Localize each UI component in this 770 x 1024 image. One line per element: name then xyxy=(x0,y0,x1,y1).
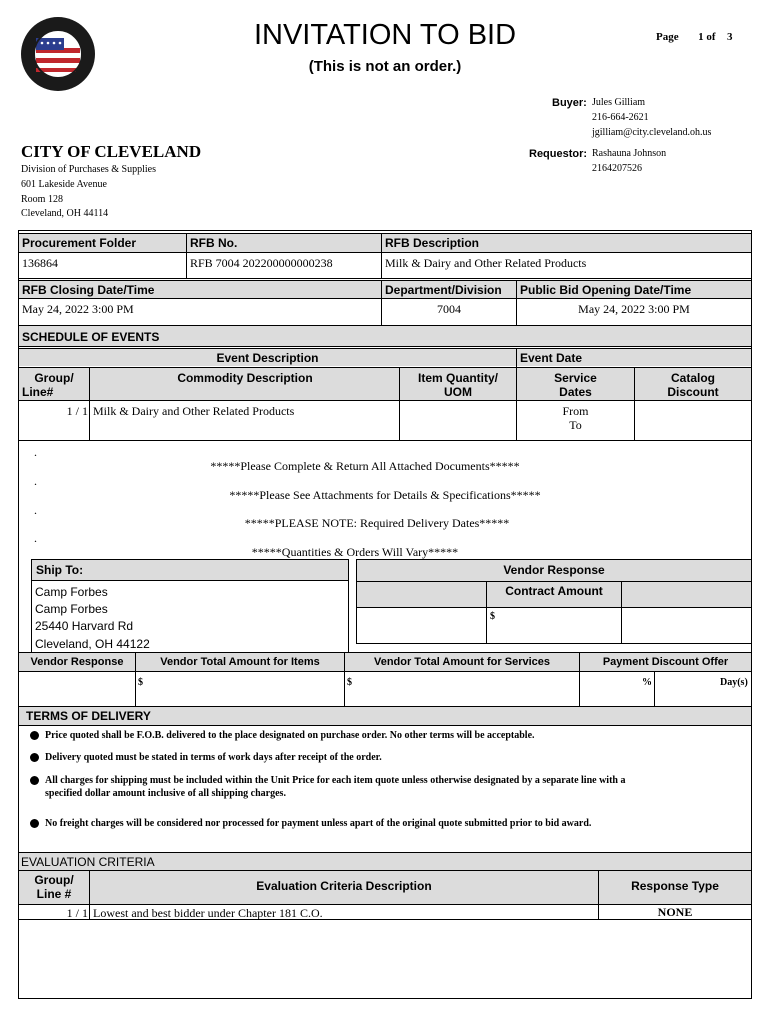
eval-col-group xyxy=(19,873,89,901)
eval-row-resp: NONE xyxy=(657,905,693,919)
note-1: *****Please Complete & Return All Attached Documents***** xyxy=(210,459,520,473)
ship-to-line1: Camp Forbes xyxy=(35,585,108,599)
page-total: 3 xyxy=(727,31,733,43)
rfb-no-value: RFB 7004 202200000000238 xyxy=(190,256,333,270)
department-value: 7004 xyxy=(437,302,461,316)
items-total-input[interactable] xyxy=(146,673,342,704)
closing-date-value: May 24, 2022 3:00 PM xyxy=(22,302,134,316)
note-dot-1: . xyxy=(34,445,37,459)
discount-percent: % xyxy=(642,677,652,688)
contract-amount-dollar: $ xyxy=(490,611,495,622)
col-qty-label xyxy=(400,371,516,399)
term-2: Delivery quoted must be stated in terms of work days after receipt of the order. xyxy=(45,752,382,763)
evaluation-title: EVALUATION CRITERIA xyxy=(21,855,155,869)
col-catalog-line1: Catalog xyxy=(670,371,715,385)
note-3: *****PLEASE NOTE: Required Delivery Dates***** xyxy=(244,516,510,530)
page-number xyxy=(656,31,733,43)
buyer-phone: 216-664-2621 xyxy=(592,112,649,123)
col-commodity-label: Commodity Description xyxy=(177,371,313,385)
procurement-folder-label: Procurement Folder xyxy=(22,236,137,250)
procurement-folder-value: 136864 xyxy=(22,256,58,270)
totals-col-services: Vendor Total Amount for Services xyxy=(373,656,551,668)
term-4: No freight charges will be considered nor processed for payment unless apart of the original quote submitted prior to bid award. xyxy=(45,818,592,829)
col-qty-line2: UOM xyxy=(444,385,472,399)
eval-col-resp: Response Type xyxy=(631,879,719,893)
discount-days-input[interactable] xyxy=(656,673,718,704)
col-group-label xyxy=(19,371,89,399)
ship-to-label: Ship To: xyxy=(36,563,84,577)
requestor-phone: 2164207526 xyxy=(592,163,642,174)
note-2: *****Please See Attachments for Details & Specifications***** xyxy=(229,488,541,502)
term-3a: All charges for shipping must be included within the Unit Price for each item quote unless otherwise designated by a separate line with a xyxy=(45,775,626,786)
eval-row-desc: Lowest and best bidder under Chapter 181 C.O. xyxy=(93,906,323,920)
org-address1: 601 Lakeside Avenue xyxy=(21,179,107,190)
col-service-line1: Service xyxy=(554,371,597,385)
term-1: Price quoted shall be F.O.B. delivered to the place designated on purchase order. No other terms will be acceptable. xyxy=(45,730,535,741)
vendor-response-input[interactable] xyxy=(20,673,133,704)
discount-percent-input[interactable] xyxy=(582,673,640,704)
services-total-input[interactable] xyxy=(355,673,577,704)
totals-col-discount: Payment Discount Offer xyxy=(602,656,729,668)
requestor-label: Requestor: xyxy=(529,148,588,160)
contract-amount-input[interactable] xyxy=(498,609,618,642)
eval-row-line: 1 / 1 xyxy=(66,906,88,920)
page-label: Page xyxy=(656,31,679,43)
services-dollar: $ xyxy=(347,677,352,688)
event-description-label: Event Description xyxy=(216,351,319,365)
ship-to-line2: Camp Forbes xyxy=(35,602,108,616)
note-dot-4: . xyxy=(34,531,37,545)
col-catalog-label xyxy=(635,371,751,399)
page-of: of xyxy=(706,31,716,43)
bullet-icon xyxy=(30,731,39,740)
bullet-icon xyxy=(30,776,39,785)
page-current: 1 xyxy=(698,31,704,43)
eval-col-group-line2: Line # xyxy=(36,887,72,901)
eval-col-group-line1: Group/ xyxy=(34,873,74,887)
event-date-label: Event Date xyxy=(520,351,583,365)
buyer-name: Jules Gilliam xyxy=(592,97,646,108)
schedule-row-line: 1 / 1 xyxy=(66,404,88,418)
city-seal-logo xyxy=(20,16,96,92)
eval-col-desc: Evaluation Criteria Description xyxy=(256,879,432,893)
totals-col-items: Vendor Total Amount for Items xyxy=(160,656,320,668)
discount-days: Day(s) xyxy=(720,677,748,688)
org-city: Cleveland, OH 44114 xyxy=(21,208,109,219)
note-dot-2: . xyxy=(34,474,37,488)
bullet-icon xyxy=(30,753,39,762)
col-service-line2: Dates xyxy=(559,385,592,399)
rfb-description-label: RFB Description xyxy=(385,236,480,250)
totals-col-response: Vendor Response xyxy=(30,656,124,668)
vendor-response-label: Vendor Response xyxy=(503,563,605,577)
ship-to-line4: Cleveland, OH 44122 xyxy=(35,637,150,651)
org-name: CITY OF CLEVELAND xyxy=(21,142,202,161)
page-subtitle: (This is not an order.) xyxy=(308,58,462,75)
contract-amount-label: Contract Amount xyxy=(505,584,603,598)
opening-date-value: May 24, 2022 3:00 PM xyxy=(578,302,690,316)
terms-title: TERMS OF DELIVERY xyxy=(26,709,151,723)
page-title: INVITATION TO BID xyxy=(253,19,517,51)
schedule-row-from: From xyxy=(562,404,589,418)
schedule-title: SCHEDULE OF EVENTS xyxy=(22,330,160,344)
col-group-line2: Line# xyxy=(22,385,54,399)
note-dot-3: . xyxy=(34,503,37,517)
rfb-no-label: RFB No. xyxy=(190,236,238,250)
org-address2: Room 128 xyxy=(21,194,63,205)
org-division: Division of Purchases & Supplies xyxy=(21,164,156,175)
requestor-name: Rashauna Johnson xyxy=(592,148,667,159)
col-catalog-line2: Discount xyxy=(667,385,719,399)
buyer-email: jgilliam@city.cleveland.oh.us xyxy=(592,127,712,138)
opening-date-label: Public Bid Opening Date/Time xyxy=(520,283,692,297)
city-seal-icon xyxy=(20,16,96,92)
bullet-icon xyxy=(30,819,39,828)
schedule-row-desc: Milk & Dairy and Other Related Products xyxy=(93,404,295,418)
buyer-label: Buyer: xyxy=(552,97,587,109)
schedule-row-to: To xyxy=(569,418,582,432)
col-group-line1: Group/ xyxy=(34,371,74,385)
col-service-label xyxy=(517,371,634,399)
ship-to-line3: 25440 Harvard Rd xyxy=(35,619,134,633)
note-4: *****Quantities & Orders Will Vary***** xyxy=(251,545,459,559)
term-3b: specified dollar amount inclusive of all shipping charges. xyxy=(45,788,286,799)
rfb-description-value: Milk & Dairy and Other Related Products xyxy=(385,256,587,270)
department-label: Department/Division xyxy=(385,283,502,297)
items-dollar: $ xyxy=(138,677,143,688)
closing-date-label: RFB Closing Date/Time xyxy=(22,283,155,297)
col-qty-line1: Item Quantity/ xyxy=(417,371,498,385)
